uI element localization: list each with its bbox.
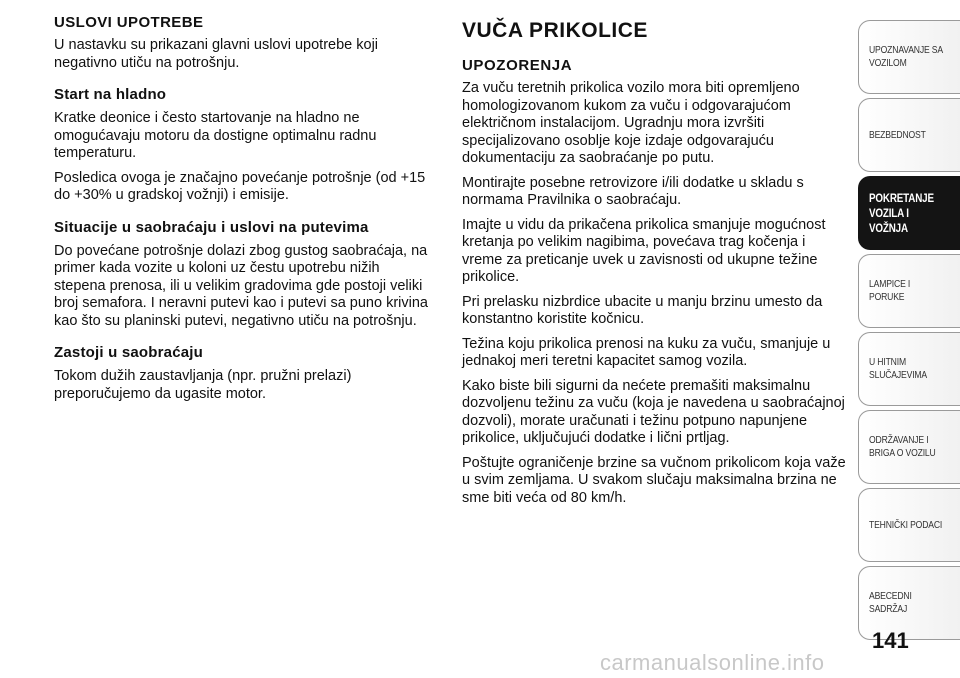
tab-u-hitnim-slucajevima[interactable] — [858, 332, 960, 406]
page-number: 141 — [872, 628, 909, 653]
towing-paragraph: Imajte u vidu da prikačena prikolica smanjuje mogućnost kretanja po velikim nagibima, povećava trag kočenja i vreme za preticanje uvek u zavisnosti od ukupne težine prikolice. — [462, 216, 826, 285]
subheading-traffic: Situacije u saobraćaju i uslovi na putevima — [54, 218, 369, 236]
chapter-tabs — [858, 20, 960, 644]
subheading-warnings: UPOZORENJA — [462, 57, 573, 74]
tab-label: ABECEDNI SADRŽAJ — [869, 590, 912, 615]
cold-start-paragraph-1: Kratke deonice i često startovanje na hladno ne omogućavaju motoru da dostigne optimalnu radnu temperaturu. — [54, 110, 377, 161]
tab-lampice-i-poruke[interactable] — [858, 254, 960, 328]
traffic-paragraph: Do povećane potrošnje dolazi zbog gustog saobraćaja, na primer kada vozite u koloni uz čestu upotrebu nižih stepena prenosa, ili u velikim gradovima gde postoji veliki broj semafora. I neravni putevi kao i putevi sa puno krivina kao što su planinski putevi, negativno utiču na potrošnju. — [54, 242, 428, 329]
towing-paragraph: Za vuču teretnih prikolica vozilo mora biti opremljeno homologizovanom kukom za vuču i odgovarajućom električnom instalacijom. Ugradnju mora izvršiti specijalizovano osoblje koje izdaje odgovarajuću dokumentaciju za saobraćanje po putu. — [462, 80, 800, 166]
tab-label: U HITNIM SLUČAJEVIMA — [869, 356, 928, 381]
tab-pokretanje-vozila-i-voznja[interactable] — [858, 176, 960, 250]
traffic-stops-paragraph: Tokom dužih zaustavljanja (npr. pružni prelazi) preporučujemo da ugasite motor. — [54, 368, 352, 402]
right-column — [462, 14, 846, 514]
tab-bezbednost[interactable] — [858, 98, 960, 172]
tab-label: ODRŽAVANJE I BRIGA O VOZILU — [869, 434, 936, 459]
towing-paragraph: Pri prelasku nizbrdice ubacite u manju brzinu umesto da konstantno koristite kočnicu. — [462, 293, 823, 327]
subheading-cold-start: Start na hladno — [54, 86, 167, 103]
towing-paragraph: Montirajte posebne retrovizore i/ili dodatke u skladu s normama Pravilnika o saobraćaju. — [462, 174, 804, 208]
watermark: carmanualsonline.info — [600, 650, 825, 675]
tab-label: TEHNIČKI PODACI — [869, 518, 943, 531]
towing-paragraph: Poštujte ograničenje brzine sa vučnom prikolicom koja važe u svim zemljama. U svakom slučaju maksimalna brzina ne sme biti veća od 80 km/h. — [462, 454, 846, 506]
cold-start-paragraph-2: Posledica ovoga je značajno povećanje potrošnje (od +15 do +30% u gradskoj vožnji) i emisije. — [54, 169, 426, 203]
towing-paragraph: Težina koju prikolica prenosi na kuku za vuču, smanjuje u jednakoj meri teretni kapacitet samog vozila. — [462, 335, 831, 369]
tab-label: POKRETANJE VOZILA I VOŽNJA — [869, 190, 934, 235]
tab-upoznavanje-sa-vozilom[interactable] — [858, 20, 960, 94]
tab-odrzavanje-i-briga-o-vozilu[interactable] — [858, 410, 960, 484]
intro-paragraph: U nastavku su prikazani glavni uslovi upotrebe koji negativno utiču na potrošnju. — [54, 37, 379, 71]
section-title-trailer-towing: VUČA PRIKOLICE — [462, 19, 648, 42]
tab-label: LAMPICE I PORUKE — [869, 278, 911, 303]
tab-label: BEZBEDNOST — [869, 128, 926, 141]
tab-label: UPOZNAVANJE SA VOZILOM — [869, 44, 943, 69]
tab-tehnicki-podaci[interactable] — [858, 488, 960, 562]
subheading-traffic-stops: Zastoji u saobraćaju — [54, 344, 204, 361]
section-heading-usage-conditions: USLOVI UPOTREBE — [54, 14, 204, 31]
towing-paragraph: Kako biste bili sigurni da nećete premašiti maksimalnu dozvoljenu težinu za vuču (koja je navedena u saobraćajnoj dozvoli), morate uračunati i težinu potpuno napunjene prikolice, uključujući dodatke i lični prtljag. — [462, 377, 845, 446]
left-column — [54, 14, 432, 410]
